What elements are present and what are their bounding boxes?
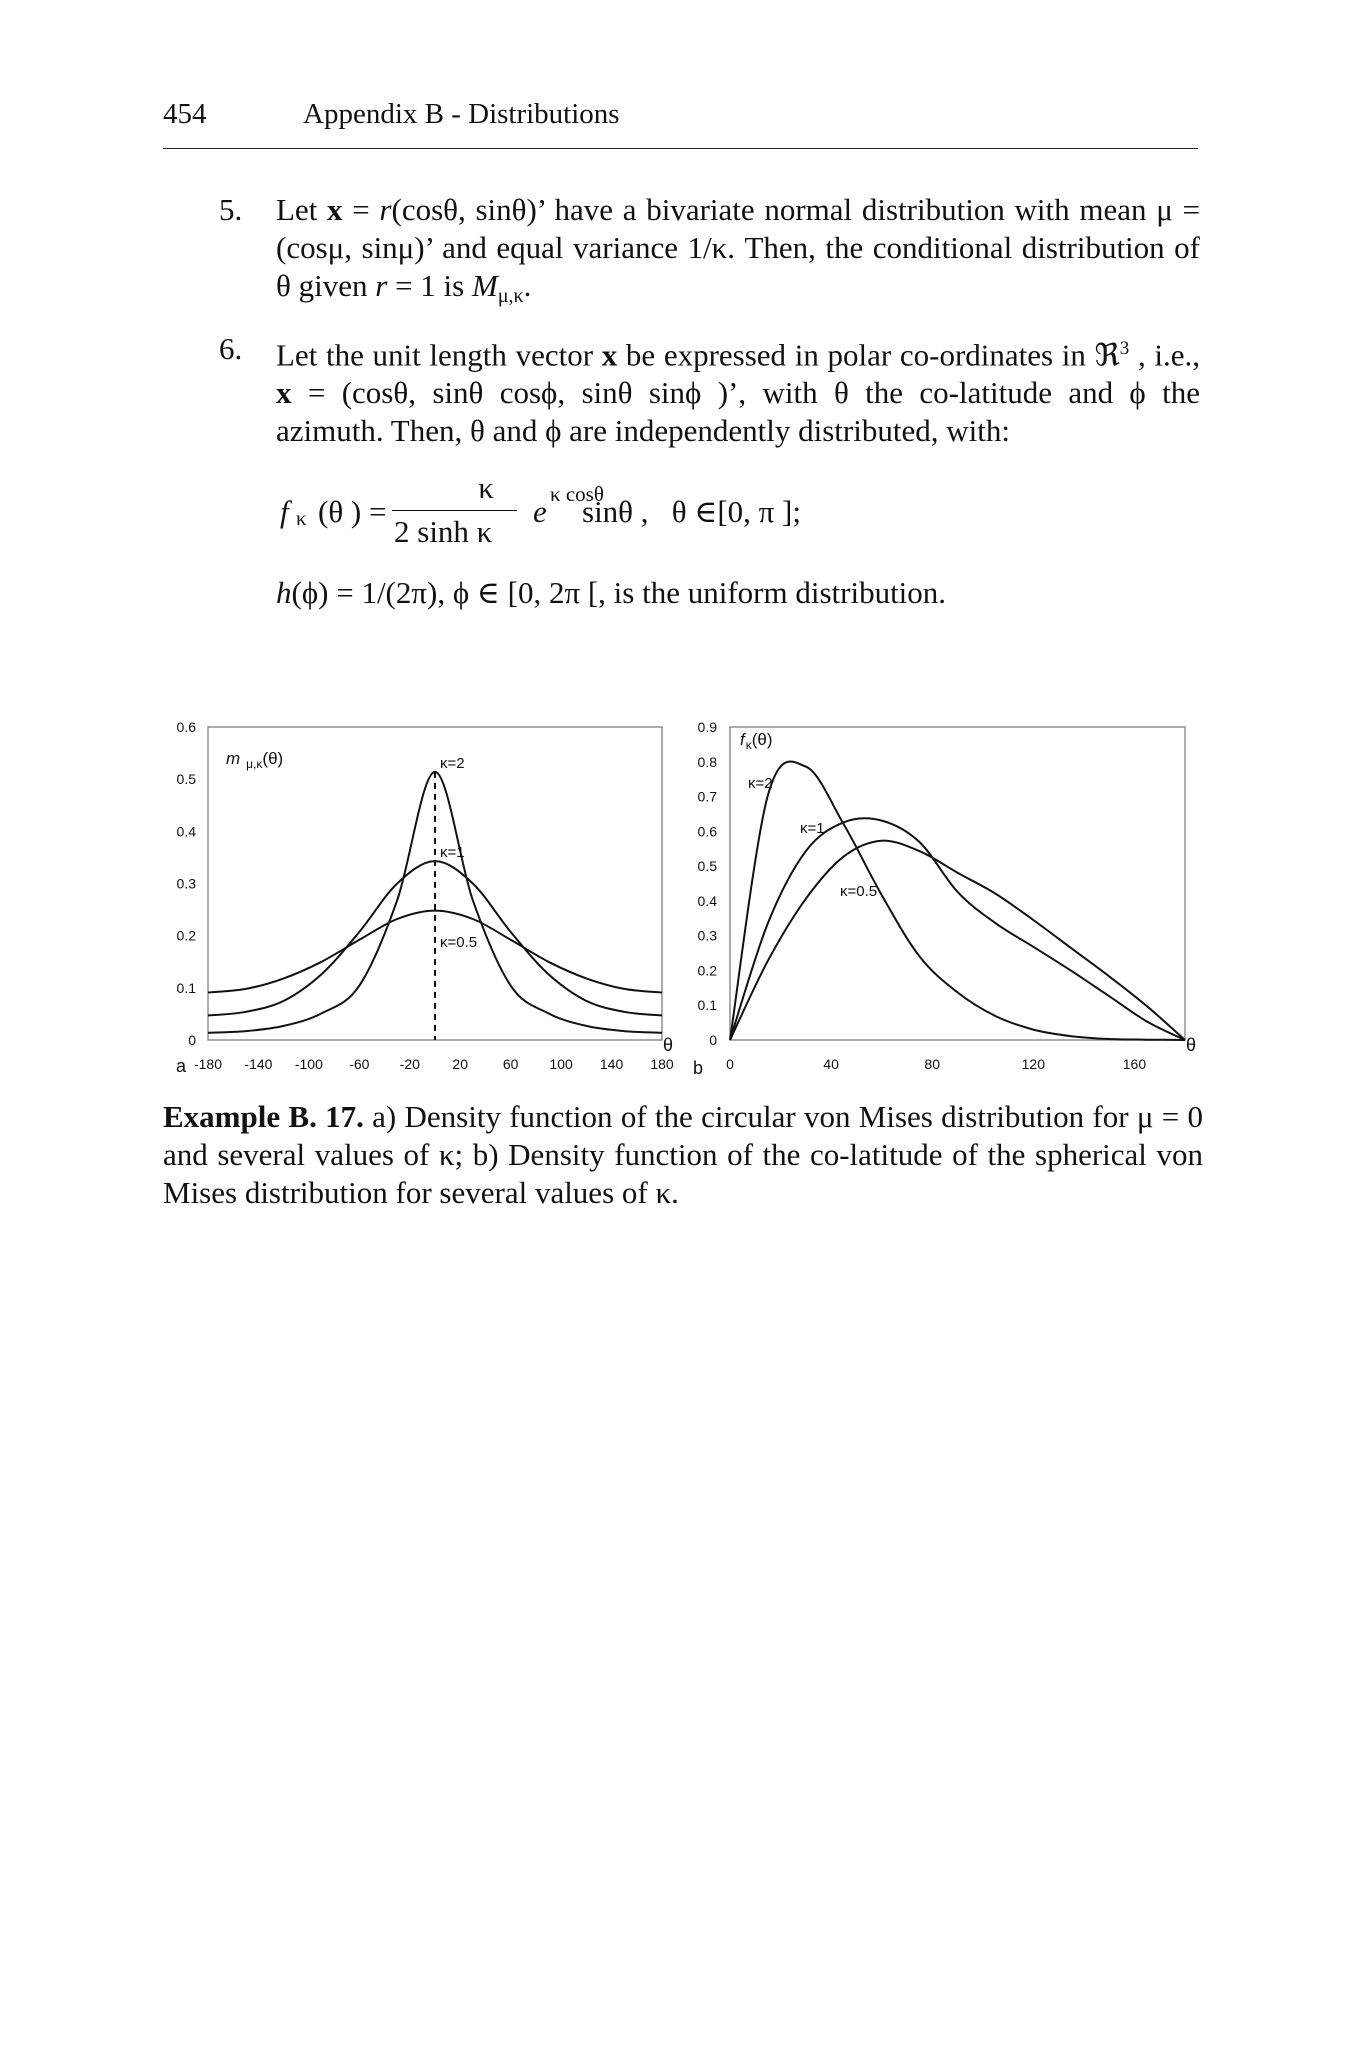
figure-charts [0,700,1350,1090]
header-rule [163,148,1198,149]
item-5-line-1: Let x = r(cosθ, sinθ)’ have a bivariate normal distribution with mean μ = [276,192,1200,227]
series-label: κ=0.5 [840,883,878,900]
x-axis-label: θ [1185,1035,1197,1055]
x-tick-label: 40 [823,1056,839,1072]
fraction-bar [392,510,517,511]
y-tick-label: 0.3 [697,927,717,944]
y-tick-label: 0.3 [176,875,196,892]
y-tick-label: 0.6 [176,719,196,735]
x-tick-label: 20 [452,1056,469,1072]
series-line-1 [730,818,1185,1040]
x-tick-label: -100 [294,1056,323,1072]
y-tick-label: 0.9 [697,719,717,735]
chart-title: m $_{\mu,\kappa}$(θ) [226,749,284,771]
x-tick-label: 160 [1122,1056,1147,1072]
y-tick-label: 0.4 [176,823,196,840]
chart-b [693,719,1196,1078]
y-tick-label: 0.5 [697,858,717,875]
figure-caption: Example B. 17. a) Density function of the circular von Mises distribution for μ = 0 and several values of κ; b) Density function of the co-latitude of the spherical von Mises distribution for several values of κ. [163,1099,1203,1210]
item-6-text [276,330,1200,450]
item-6-line-2: x = (cosθ, sinθ cosϕ, sinθ sinϕ )’, with θ the co-latitude and ϕ the [276,375,1200,411]
item-number-6: 6. [219,331,243,366]
item-5-text [276,191,1200,315]
series-label: κ=1 [440,844,465,861]
series-label: κ=2 [440,755,465,772]
uniform-distribution-line: h(ϕ) = 1/(2π), ϕ ∈ [0, 2π [, is the uniform distribution. [276,575,947,610]
x-tick-label: -180 [193,1056,223,1072]
series-label: κ=1 [800,820,825,837]
x-tick-label: -60 [349,1056,370,1072]
y-tick-label: 0.2 [176,927,196,944]
x-tick-label: 140 [599,1056,624,1072]
y-tick-label: 0.1 [176,979,196,996]
y-tick-label: 0.1 [697,997,717,1014]
series-line-2 [730,761,1185,1040]
panel-label: a [176,1056,187,1076]
item-number-5: 5. [219,192,243,227]
chart-a [176,719,674,1076]
x-tick-label: 80 [924,1056,941,1072]
item-6-line-1: Let the unit length vector x be expressed in polar co-ordinates in ℜ$^3$ , i.e., [276,337,1200,374]
y-tick-label: 0.2 [697,962,717,979]
x-tick-label: 100 [549,1056,573,1072]
y-tick-label: 0 [188,1032,196,1048]
running-title: Appendix B - Distributions [303,98,620,130]
item-5-line-2: (cosμ, sinμ)’ and equal variance 1/κ. Then, the conditional distribution of [276,230,1200,265]
page-number: 454 [163,98,207,130]
y-tick-label: 0.5 [176,771,196,788]
x-tick-label: 0 [726,1056,734,1072]
series-label: κ=2 [748,775,773,792]
x-axis-label: θ [662,1035,674,1055]
y-tick-label: 0.7 [697,788,717,805]
panel-label: b [693,1058,704,1078]
x-tick-label: -20 [399,1056,420,1072]
y-tick-label: 0.6 [697,823,717,840]
series-label: κ=0.5 [440,934,478,951]
item-5-line-3: θ given r = 1 is $M_{\mu,\kappa}$. [276,268,532,307]
x-tick-label: 60 [502,1056,519,1072]
chart-title: $f_\kappa(\theta)$ [740,730,773,752]
y-tick-label: 0.4 [697,892,717,909]
x-tick-label: -140 [244,1056,273,1072]
density-formula: f κ (θ ) = κ 2 sinh κ e κ cosθ sinθ , θ ∈[0, π ]; [280,470,801,549]
item-6-line-3: azimuth. Then, θ and ϕ are independently distributed, with: [276,413,1010,449]
x-tick-label: 120 [1021,1056,1046,1072]
series-line-0-5 [730,841,1185,1040]
y-tick-label: 0 [709,1032,717,1048]
x-tick-label: 180 [650,1056,674,1072]
y-tick-label: 0.8 [697,753,717,770]
